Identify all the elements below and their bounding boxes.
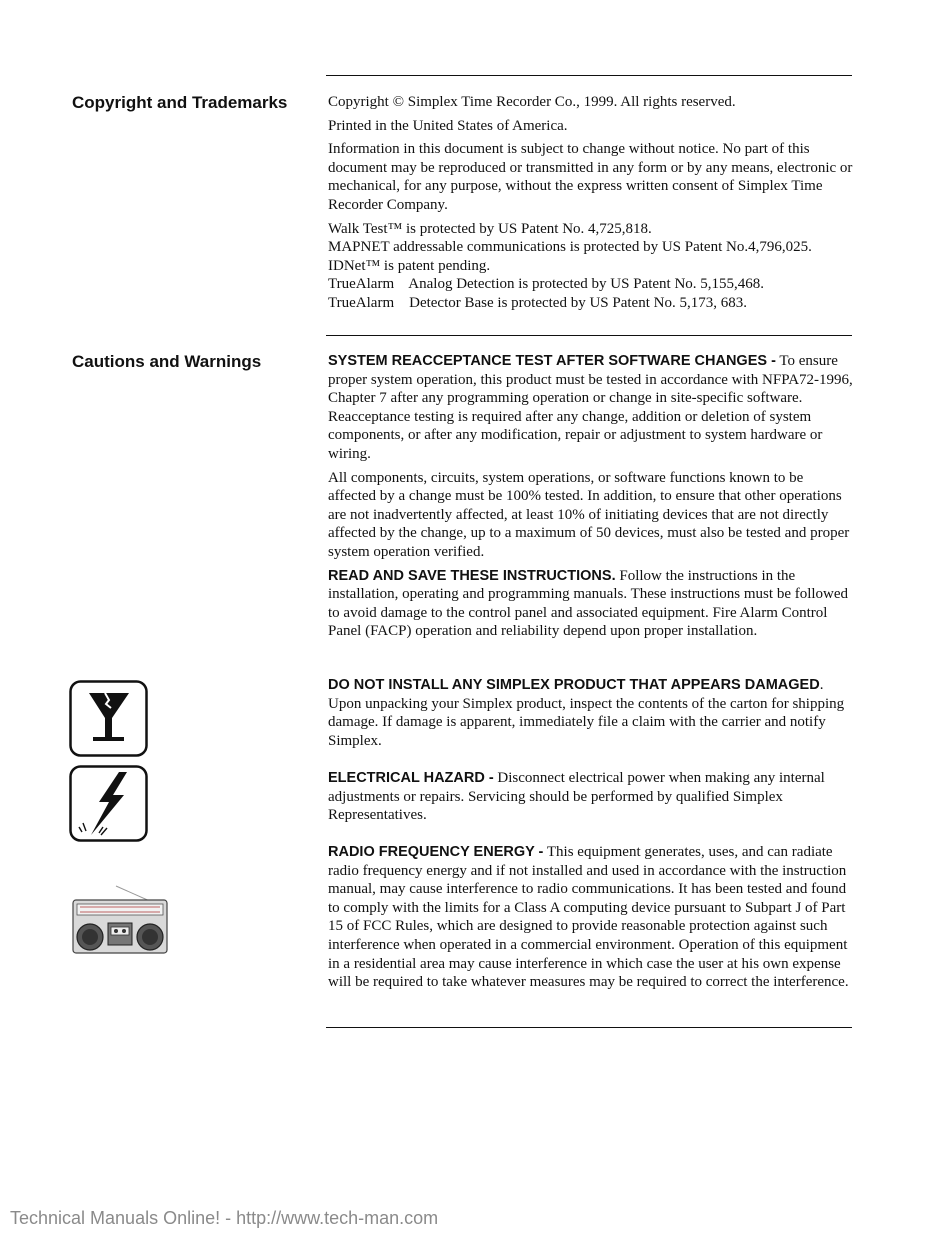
read-save-text: Follow the instructions in the installation, operating and programming manuals. These instructions must be followed to avoid damage to the control panel and associated equipment. Fire Alarm Control Panel (FACP) operation and reliability depend upon proper installation.: [328, 567, 849, 640]
radio-icon: [72, 885, 168, 955]
read-save-paragraph: [328, 567, 854, 641]
patent-line: TrueAlarm Analog Detection is protected by US Patent No. 5,155,468.: [328, 276, 765, 293]
copyright-line: Copyright © Simplex Time Recorder Co., 1999. All rights reserved.: [328, 94, 736, 110]
electrical-paragraph: [328, 769, 854, 825]
patent-line: IDNet™ is patent pending.: [328, 257, 491, 274]
damaged-lead: DO NOT INSTALL ANY SIMPLEX PRODUCT THAT APPEARS DAMAGED: [328, 677, 820, 693]
patent-line: Walk Test™ is protected by US Patent No. 4,725,818.: [328, 220, 652, 237]
reacceptance-paragraph: [328, 352, 854, 464]
components-paragraph: All components, circuits, system operations, or software functions known to be affected by a change must be 100% tested. In addition, to ensure that other operations are not inadvertently affected, at least 10% of initiating devices that are not directly affected by the change, up to a maximum of 50 devices, must also be tested and proper system operation verified.: [328, 469, 850, 560]
electrical-block: [328, 769, 854, 830]
radio-lead: RADIO FREQUENCY ENERGY -: [328, 844, 544, 860]
radio-text: This equipment generates, uses, and can radiate radio frequency energy and if not installed and used in accordance with the instruction manual, may cause interference to radio communications. It has been tested and found to comply with the limits for a Class A computing device pursuant to Subpart J of Part 15 of FCC Rules, which are designed to provide reasonable protection against such interference when operated in a commercial environment. Operation of this equipment in a residential area may cause interference in which case the user at his own expense will be required to take whatever measures may be required to correct the interference.: [328, 844, 849, 991]
patent-list: [328, 220, 854, 313]
reacceptance-block: [328, 352, 854, 646]
electrical-text: Disconnect electrical power when making any internal adjustments or repairs. Servicing should be performed by qualified Simplex Representatives.: [328, 770, 825, 824]
patent-line: TrueAlarm Detector Base is protected by US Patent No. 5,173, 683.: [328, 294, 747, 311]
lightning-hazard-icon: [69, 765, 148, 842]
fragile-glass-icon: [69, 680, 148, 757]
top-rule: [326, 75, 852, 76]
bottom-rule: [326, 1027, 852, 1028]
copyright-heading: Copyright and Trademarks: [72, 93, 288, 112]
read-save-lead: READ AND SAVE THESE INSTRUCTIONS.: [328, 567, 616, 584]
reacceptance-text: To ensure proper system operation, this product must be tested in accordance with NFPA72-1996, Chapter 7 after any programming operation or change in site-specific software. Reacceptance testing is required after any change, addition or deletion of system components, or after any modification, repair or adjustment to system hardware or wiring.: [328, 353, 853, 462]
cautions-heading: Cautions and Warnings: [72, 352, 262, 371]
section-divider-rule: [326, 335, 852, 336]
damaged-text: . Upon unpacking your Simplex product, inspect the contents of the carton for shipping damage. If damage is apparent, immediately file a claim with the carrier and notify Simplex.: [328, 677, 845, 749]
footer-watermark: Technical Manuals Online! - http://www.tech-man.com: [10, 1208, 439, 1228]
damaged-paragraph: [328, 676, 854, 750]
printed-line: Printed in the United States of America.: [328, 117, 568, 134]
reacceptance-lead: SYSTEM REACCEPTANCE TEST AFTER SOFTWARE CHANGES -: [328, 353, 776, 369]
radio-block: [328, 843, 854, 997]
patent-line: MAPNET addressable communications is protected by US Patent No.4,796,025.: [328, 239, 812, 256]
electrical-lead: ELECTRICAL HAZARD -: [328, 770, 494, 786]
copyright-body: [328, 93, 854, 313]
change-notice: Information in this document is subject to change without notice. No part of this document may be reproduced or transmitted in any form or by any means, electronic or mechanical, for any purpose, without the express written consent of Simplex Time Recorder Company.: [328, 141, 853, 213]
radio-paragraph: [328, 843, 854, 992]
damaged-block: [328, 676, 854, 755]
